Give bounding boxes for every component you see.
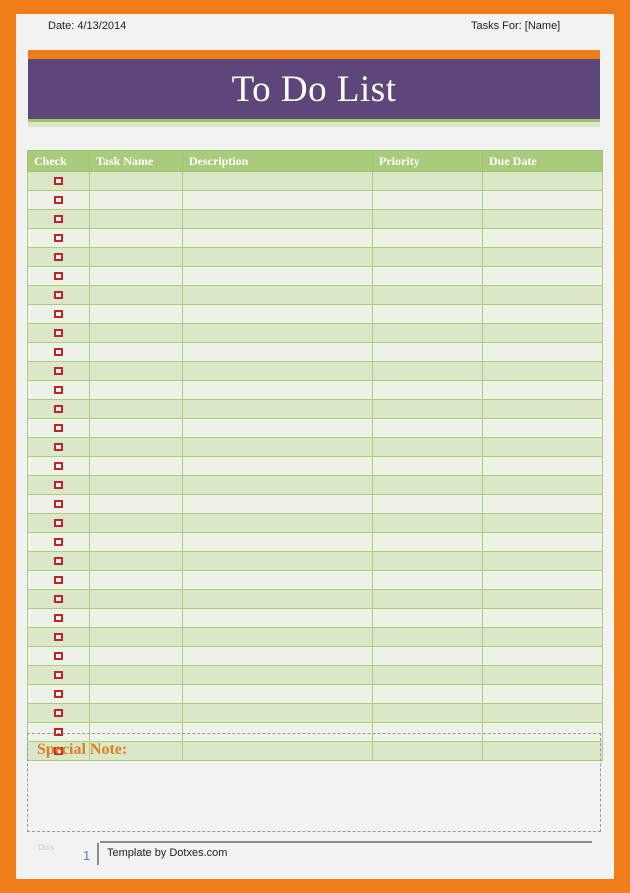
priority-cell[interactable]: [373, 571, 483, 590]
due-date-cell[interactable]: [483, 685, 603, 704]
priority-cell[interactable]: [373, 419, 483, 438]
check-cell: [28, 286, 90, 305]
task-name-cell[interactable]: [90, 533, 183, 552]
check-cell: [28, 419, 90, 438]
description-cell[interactable]: [183, 590, 373, 609]
due-date-cell[interactable]: [483, 476, 603, 495]
priority-cell[interactable]: [373, 495, 483, 514]
description-cell[interactable]: [183, 229, 373, 248]
priority-cell[interactable]: [373, 685, 483, 704]
checkbox-icon[interactable]: [54, 595, 63, 603]
description-cell[interactable]: [183, 172, 373, 191]
footer-divider: [97, 843, 99, 865]
special-note-box[interactable]: [27, 733, 601, 832]
column-header-priority: Priority: [373, 151, 483, 172]
task-name-cell[interactable]: [90, 571, 183, 590]
priority-cell[interactable]: [373, 704, 483, 723]
checkbox-icon[interactable]: [54, 538, 63, 546]
checkbox-icon[interactable]: [54, 690, 63, 698]
check-cell: [28, 172, 90, 191]
table-row: [28, 495, 603, 514]
table-row: [28, 172, 603, 191]
task-name-cell[interactable]: [90, 476, 183, 495]
footer-credit: Template by Dotxes.com: [107, 847, 228, 859]
check-cell: [28, 381, 90, 400]
due-date-cell[interactable]: [483, 609, 603, 628]
table-row: [28, 210, 603, 229]
check-cell: [28, 362, 90, 381]
task-name-cell[interactable]: [90, 286, 183, 305]
checkbox-icon[interactable]: [54, 310, 63, 318]
table-row: [28, 324, 603, 343]
due-date-cell[interactable]: [483, 628, 603, 647]
priority-cell[interactable]: [373, 438, 483, 457]
table-row: [28, 229, 603, 248]
task-name-cell[interactable]: [90, 514, 183, 533]
check-cell: [28, 552, 90, 571]
due-date-cell[interactable]: [483, 362, 603, 381]
header-date: Date: 4/13/2014: [48, 20, 127, 32]
description-cell[interactable]: [183, 457, 373, 476]
due-date-cell[interactable]: [483, 438, 603, 457]
table-row: [28, 248, 603, 267]
table-row: [28, 685, 603, 704]
check-cell: [28, 571, 90, 590]
check-cell: [28, 685, 90, 704]
title-bottom-light-bar: [28, 122, 600, 127]
priority-cell[interactable]: [373, 533, 483, 552]
task-name-cell[interactable]: [90, 685, 183, 704]
checkbox-icon[interactable]: [54, 481, 63, 489]
title-banner: [28, 59, 600, 119]
checkbox-icon[interactable]: [54, 709, 63, 717]
checkbox-icon[interactable]: [54, 576, 63, 584]
priority-cell[interactable]: [373, 229, 483, 248]
task-name-cell[interactable]: [90, 324, 183, 343]
description-cell[interactable]: [183, 533, 373, 552]
header-tasks-for: Tasks For: [Name]: [471, 20, 561, 32]
table-row: [28, 647, 603, 666]
check-cell: [28, 609, 90, 628]
due-date-cell[interactable]: [483, 210, 603, 229]
checkbox-icon[interactable]: [54, 633, 63, 641]
task-name-cell[interactable]: [90, 210, 183, 229]
table-row: [28, 552, 603, 571]
description-cell[interactable]: [183, 704, 373, 723]
table-row: [28, 590, 603, 609]
task-name-cell[interactable]: [90, 438, 183, 457]
table-row: [28, 400, 603, 419]
priority-cell[interactable]: [373, 400, 483, 419]
priority-cell[interactable]: [373, 210, 483, 229]
due-date-cell[interactable]: [483, 343, 603, 362]
check-cell: [28, 400, 90, 419]
checkbox-icon[interactable]: [54, 348, 63, 356]
task-name-cell[interactable]: [90, 248, 183, 267]
table-row: [28, 514, 603, 533]
description-cell[interactable]: [183, 438, 373, 457]
priority-cell[interactable]: [373, 590, 483, 609]
task-name-cell[interactable]: [90, 305, 183, 324]
table-row: [28, 628, 603, 647]
priority-cell[interactable]: [373, 267, 483, 286]
checkbox-icon[interactable]: [54, 500, 63, 508]
checkbox-icon[interactable]: [54, 462, 63, 470]
task-name-cell[interactable]: [90, 609, 183, 628]
task-rows: [28, 172, 603, 761]
checkbox-icon[interactable]: [54, 329, 63, 337]
description-cell[interactable]: [183, 628, 373, 647]
description-cell[interactable]: [183, 666, 373, 685]
due-date-cell[interactable]: [483, 704, 603, 723]
table-row: [28, 476, 603, 495]
due-date-cell[interactable]: [483, 495, 603, 514]
description-cell[interactable]: [183, 324, 373, 343]
task-name-cell[interactable]: [90, 552, 183, 571]
due-date-cell[interactable]: [483, 666, 603, 685]
title-top-accent-bar: [28, 50, 600, 59]
due-date-cell[interactable]: [483, 248, 603, 267]
check-cell: [28, 229, 90, 248]
table-row: [28, 191, 603, 210]
description-cell[interactable]: [183, 305, 373, 324]
check-cell: [28, 514, 90, 533]
due-date-cell[interactable]: [483, 172, 603, 191]
table-header-row: [28, 151, 603, 172]
table-row: [28, 362, 603, 381]
check-cell: [28, 305, 90, 324]
check-cell: [28, 343, 90, 362]
checkbox-icon[interactable]: [54, 424, 63, 432]
check-cell: [28, 704, 90, 723]
due-date-cell[interactable]: [483, 552, 603, 571]
table-row: [28, 343, 603, 362]
column-header-due-date: Due Date: [483, 151, 603, 172]
description-cell[interactable]: [183, 685, 373, 704]
check-cell: [28, 666, 90, 685]
description-cell[interactable]: [183, 286, 373, 305]
priority-cell[interactable]: [373, 647, 483, 666]
priority-cell[interactable]: [373, 514, 483, 533]
table-row: [28, 267, 603, 286]
due-date-cell[interactable]: [483, 400, 603, 419]
checkbox-icon[interactable]: [54, 177, 63, 185]
description-cell[interactable]: [183, 647, 373, 666]
task-name-cell[interactable]: [90, 666, 183, 685]
check-cell: [28, 191, 90, 210]
due-date-cell[interactable]: [483, 571, 603, 590]
task-name-cell[interactable]: [90, 229, 183, 248]
task-name-cell[interactable]: [90, 362, 183, 381]
priority-cell[interactable]: [373, 552, 483, 571]
priority-cell[interactable]: [373, 286, 483, 305]
due-date-cell[interactable]: [483, 419, 603, 438]
due-date-cell[interactable]: [483, 267, 603, 286]
table-row: [28, 571, 603, 590]
check-cell: [28, 324, 90, 343]
task-name-cell[interactable]: [90, 628, 183, 647]
description-cell[interactable]: [183, 343, 373, 362]
priority-cell[interactable]: [373, 666, 483, 685]
checkbox-icon[interactable]: [54, 652, 63, 660]
checkbox-icon[interactable]: [54, 291, 63, 299]
check-cell: [28, 476, 90, 495]
page-title: To Do List: [231, 68, 397, 110]
table-row: [28, 666, 603, 685]
check-cell: [28, 590, 90, 609]
description-cell[interactable]: [183, 552, 373, 571]
task-name-cell[interactable]: [90, 647, 183, 666]
due-date-cell[interactable]: [483, 514, 603, 533]
priority-cell[interactable]: [373, 172, 483, 191]
check-cell: [28, 533, 90, 552]
task-name-cell[interactable]: [90, 172, 183, 191]
priority-cell[interactable]: [373, 476, 483, 495]
table-row: [28, 609, 603, 628]
description-cell[interactable]: [183, 191, 373, 210]
due-date-cell[interactable]: [483, 286, 603, 305]
table-row: [28, 419, 603, 438]
column-header-description: Description: [183, 151, 373, 172]
priority-cell[interactable]: [373, 362, 483, 381]
checkbox-icon[interactable]: [54, 386, 63, 394]
due-date-cell[interactable]: [483, 229, 603, 248]
description-cell[interactable]: [183, 267, 373, 286]
column-header-check: Check: [28, 151, 90, 172]
due-date-cell[interactable]: [483, 533, 603, 552]
check-cell: [28, 210, 90, 229]
task-name-cell[interactable]: [90, 343, 183, 362]
due-date-cell[interactable]: [483, 324, 603, 343]
checkbox-icon[interactable]: [54, 405, 63, 413]
due-date-cell[interactable]: [483, 191, 603, 210]
table-row: [28, 438, 603, 457]
table-row: [28, 286, 603, 305]
description-cell[interactable]: [183, 495, 373, 514]
table-row: [28, 305, 603, 324]
checkbox-icon[interactable]: [54, 557, 63, 565]
priority-cell[interactable]: [373, 305, 483, 324]
priority-cell[interactable]: [373, 457, 483, 476]
task-name-cell[interactable]: [90, 457, 183, 476]
priority-cell[interactable]: [373, 381, 483, 400]
due-date-cell[interactable]: [483, 305, 603, 324]
checkbox-icon[interactable]: [54, 215, 63, 223]
special-note-label: Special Note:: [37, 741, 128, 758]
column-header-task-name: Task Name: [90, 151, 183, 172]
due-date-cell[interactable]: [483, 381, 603, 400]
footer-page-number: 1: [83, 848, 91, 863]
checkbox-icon[interactable]: [54, 253, 63, 261]
description-cell[interactable]: [183, 210, 373, 229]
task-name-cell[interactable]: [90, 191, 183, 210]
description-cell[interactable]: [183, 362, 373, 381]
description-cell[interactable]: [183, 609, 373, 628]
checkbox-icon[interactable]: [54, 519, 63, 527]
description-cell[interactable]: [183, 381, 373, 400]
task-table: [27, 150, 603, 761]
priority-cell[interactable]: [373, 324, 483, 343]
checkbox-icon[interactable]: [54, 443, 63, 451]
priority-cell[interactable]: [373, 628, 483, 647]
check-cell: [28, 457, 90, 476]
description-cell[interactable]: [183, 400, 373, 419]
checkbox-icon[interactable]: [54, 196, 63, 204]
priority-cell[interactable]: [373, 343, 483, 362]
description-cell[interactable]: [183, 514, 373, 533]
table-row: [28, 457, 603, 476]
check-cell: [28, 438, 90, 457]
check-cell: [28, 248, 90, 267]
due-date-cell[interactable]: [483, 647, 603, 666]
due-date-cell[interactable]: [483, 590, 603, 609]
task-name-cell[interactable]: [90, 381, 183, 400]
description-cell[interactable]: [183, 476, 373, 495]
priority-cell[interactable]: [373, 191, 483, 210]
priority-cell[interactable]: [373, 609, 483, 628]
table-row: [28, 704, 603, 723]
description-cell[interactable]: [183, 571, 373, 590]
checkbox-icon[interactable]: [54, 234, 63, 242]
task-name-cell[interactable]: [90, 419, 183, 438]
due-date-cell[interactable]: [483, 457, 603, 476]
description-cell[interactable]: [183, 248, 373, 267]
footer-faint-mark: Dtxs: [38, 843, 54, 852]
description-cell[interactable]: [183, 419, 373, 438]
table-row: [28, 533, 603, 552]
priority-cell[interactable]: [373, 248, 483, 267]
check-cell: [28, 267, 90, 286]
footer-rule: [100, 841, 592, 843]
checkbox-icon[interactable]: [54, 671, 63, 679]
checkbox-icon[interactable]: [54, 614, 63, 622]
check-cell: [28, 647, 90, 666]
checkbox-icon[interactable]: [54, 367, 63, 375]
task-name-cell[interactable]: [90, 590, 183, 609]
task-name-cell[interactable]: [90, 267, 183, 286]
check-cell: [28, 495, 90, 514]
task-name-cell[interactable]: [90, 495, 183, 514]
table-row: [28, 381, 603, 400]
task-name-cell[interactable]: [90, 400, 183, 419]
task-name-cell[interactable]: [90, 704, 183, 723]
check-cell: [28, 628, 90, 647]
checkbox-icon[interactable]: [54, 272, 63, 280]
